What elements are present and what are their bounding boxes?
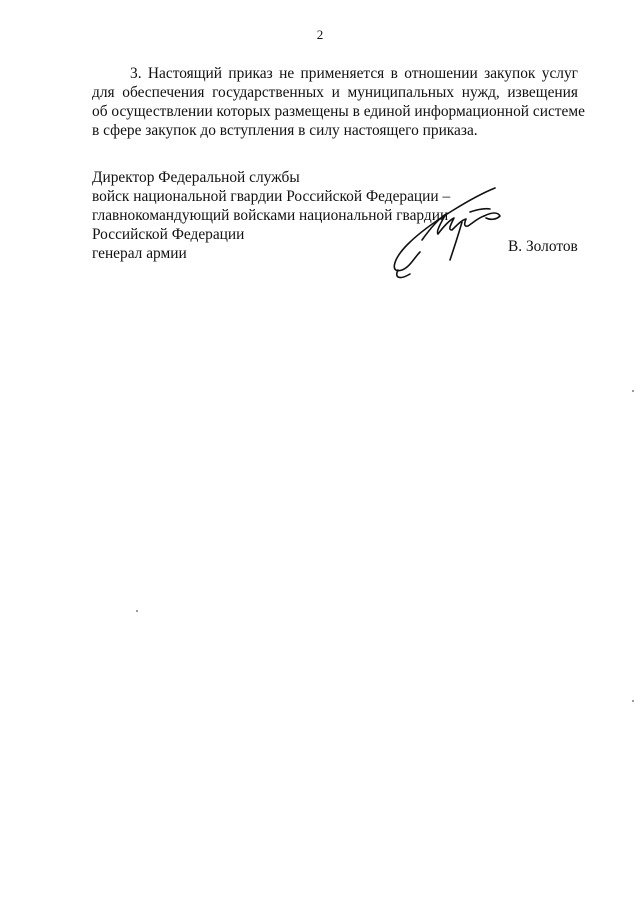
page-number: 2 bbox=[316, 27, 324, 42]
scan-speck bbox=[136, 610, 138, 612]
paragraph-line: для обеспечения государственных и муниципальных нужд, извещения bbox=[92, 84, 578, 101]
signatory-title-line: войск национальной гвардии Российской Федерации – bbox=[92, 188, 451, 205]
signatory-title-line: Директор Федеральной службы bbox=[92, 169, 300, 186]
signatory-title-line: главнокомандующий войсками национальной гвардии bbox=[92, 207, 449, 224]
scan-speck bbox=[632, 390, 634, 392]
signatory-name: В. Золотов bbox=[508, 238, 578, 255]
paragraph-line: 3. Настоящий приказ не применяется в отношении закупок услуг bbox=[130, 65, 578, 82]
paragraph-line: об осуществлении которых размещены в единой информационной системе bbox=[92, 103, 585, 120]
handwritten-signature bbox=[380, 182, 530, 282]
paragraph-line: в сфере закупок до вступления в силу настоящего приказа. bbox=[92, 122, 478, 139]
paragraph-3 bbox=[92, 64, 585, 140]
signatory-title-line: Российской Федерации bbox=[92, 226, 245, 243]
scan-speck bbox=[632, 700, 634, 702]
signatory-title-line: генерал армии bbox=[92, 245, 187, 262]
